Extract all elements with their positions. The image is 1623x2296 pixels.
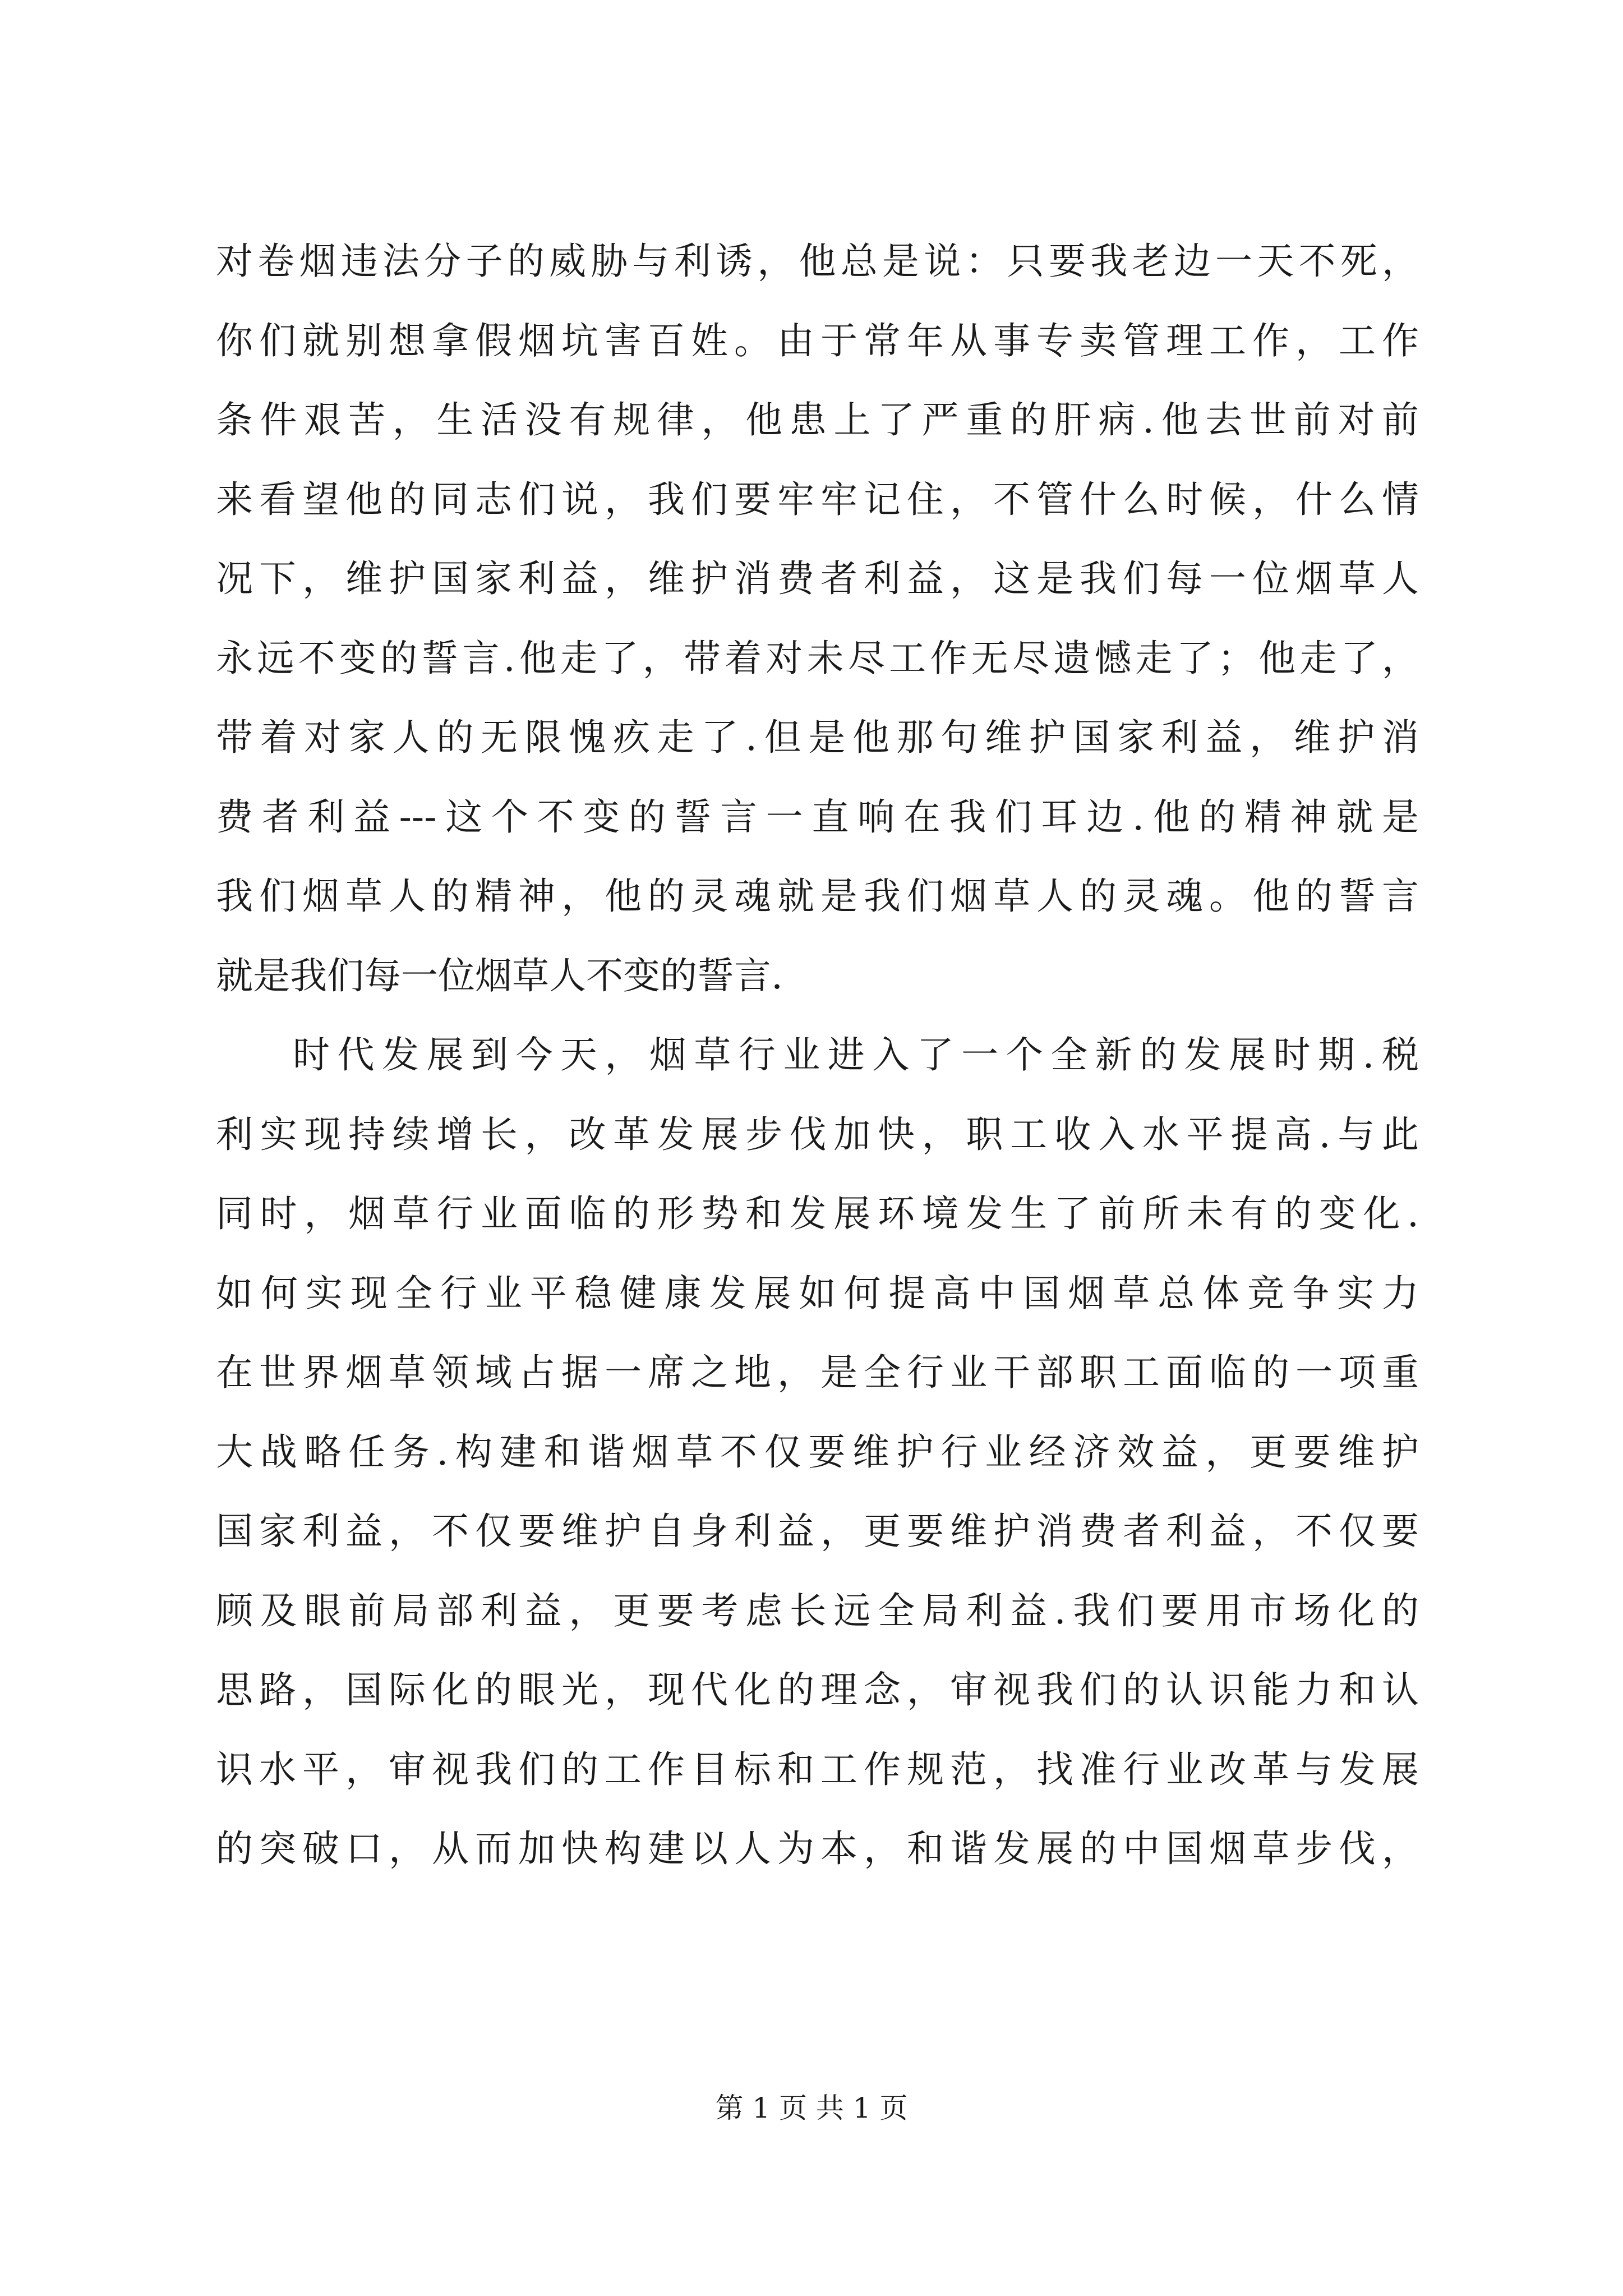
text-line: 条件艰苦，生活没有规律，他患上了严重的肝病.他去世前对前 (216, 398, 1419, 441)
text-line: 况下，维护国家利益，维护消费者利益，这是我们每一位烟草人 (216, 557, 1419, 600)
text-line: 我们烟草人的精神，他的灵魂就是我们烟草人的灵魂。他的誓言 (216, 875, 1419, 918)
text-line: 如何实现全行业平稳健康发展如何提高中国烟草总体竞争实力 (216, 1271, 1419, 1315)
body-text (216, 222, 1419, 1889)
text-line: 来看望他的同志们说，我们要牢牢记住，不管什么时候，什么情 (216, 477, 1419, 521)
text-line: 带着对家人的无限愧疚走了.但是他那句维护国家利益，维护消 (216, 716, 1419, 759)
text-line: 对卷烟违法分子的威胁与利诱，他总是说：只要我老边一天不死， (216, 240, 1419, 283)
text-line: 识水平，审视我们的工作目标和工作规范，找准行业改革与发展 (216, 1747, 1419, 1791)
text-line: 你们就别想拿假烟坑害百姓。由于常年从事专卖管理工作，工作 (216, 319, 1419, 362)
page-number-footer: 第 1 页 共 1 页 (715, 2092, 908, 2124)
text-line: 大战略任务.构建和谐烟草不仅要维护行业经济效益，更要维护 (216, 1430, 1419, 1474)
text-line: 就是我们每一位烟草人不变的誓言. (216, 954, 783, 997)
text-line: 费者利益---这个不变的誓言一直响在我们耳边.他的精神就是 (216, 795, 1419, 839)
text-line: 在世界烟草领域占据一席之地，是全行业干部职工面临的一项重 (216, 1351, 1419, 1394)
text-line: 永远不变的誓言.他走了，带着对未尽工作无尽遗憾走了；他走了， (216, 636, 1419, 680)
text-line: 同时，烟草行业面临的形势和发展环境发生了前所未有的变化. (216, 1192, 1419, 1235)
text-line: 的突破口，从而加快构建以人为本，和谐发展的中国烟草步伐， (216, 1827, 1419, 1870)
text-line: 顾及眼前局部利益，更要考虑长远全局利益.我们要用市场化的 (216, 1589, 1419, 1632)
text-line: 国家利益，不仅要维护自身利益，更要维护消费者利益，不仅要 (216, 1510, 1419, 1553)
paragraph-first-line: 时代发展到今天，烟草行业进入了一个全新的发展时期.税 (293, 1033, 1419, 1076)
text-line: 利实现持续增长，改革发展步伐加快，职工收入水平提高.与此 (216, 1112, 1419, 1156)
text-line: 思路，国际化的眼光，现代化的理念，审视我们的认识能力和认 (216, 1668, 1419, 1711)
